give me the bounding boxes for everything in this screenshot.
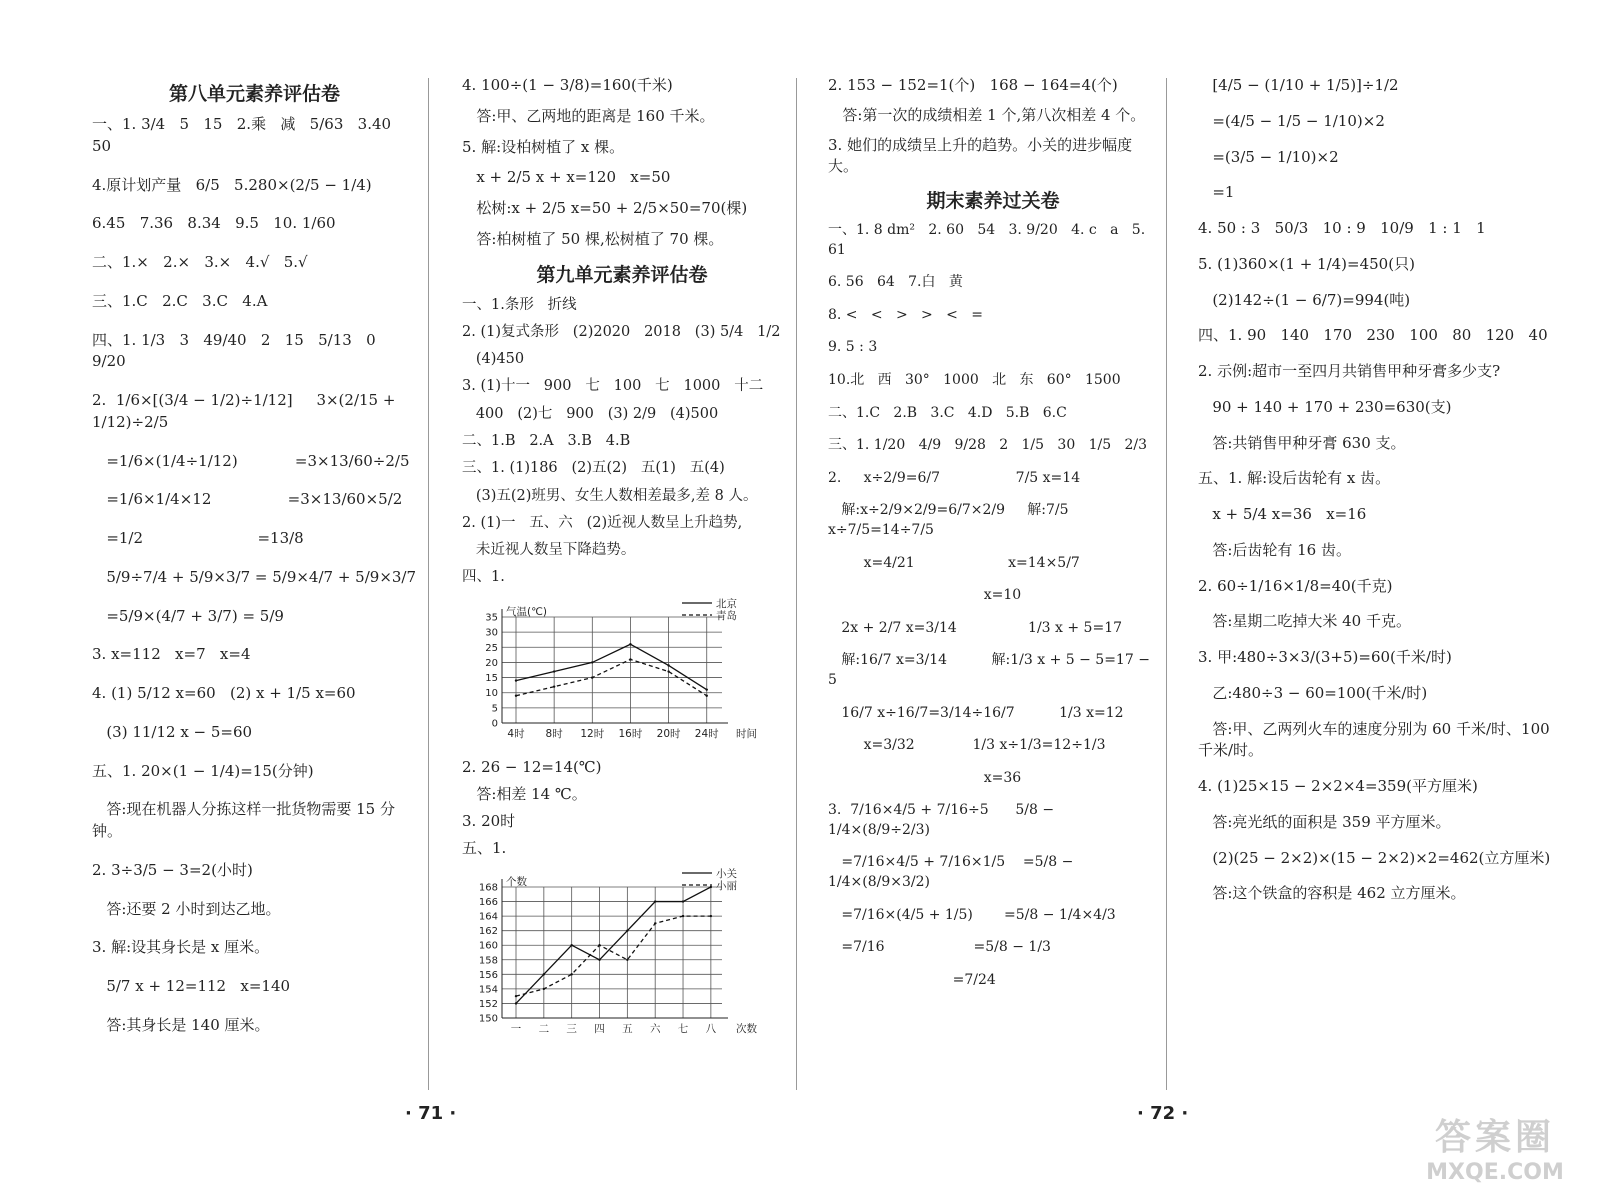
answer-line: 6. 56 64 7.白 黄 [828,274,963,291]
answer-line: 二、1.C 2.B 3.C 4.D 5.B 6.C [828,404,1067,421]
answer-line: 四、1. 90 140 170 230 100 80 120 40 [1198,326,1548,345]
x-tick-label: 六 [649,1022,661,1035]
answer-line: 4. (1) 5/12 x=60 (2) x + 1/5 x=60 [92,684,356,702]
answer-line: =5/9×(4/7 + 3/7) = 5/9 [92,606,284,625]
data-point [591,676,593,678]
y-tick-label: 20 [485,657,498,669]
data-point [515,995,517,997]
answer-line: 3. (1)十一 900 七 100 七 1000 十二 [462,378,764,395]
answer-line: =7/24 [828,971,996,988]
answer-line: =1/6×1/4×12 =3×13/60×5/2 [92,490,403,509]
legend-label: 小关 [716,867,737,880]
page-number-left: · 71 · [405,1103,457,1124]
unit-8-title: 第八单元素养评估卷 [168,83,340,105]
answer-line: 3. 她们的成绩呈上升的趋势。小关的进步幅度大。 [828,135,1133,176]
data-point [629,658,631,660]
data-point [710,886,712,888]
data-point [667,670,669,672]
answer-list [462,75,782,251]
x-tick-label: 八 [705,1022,717,1035]
data-point [654,900,656,902]
y-axis-label: 个数 [506,875,527,888]
data-point [654,922,656,924]
answer-line: 二、1.B 2.A 3.B 4.B [462,432,631,449]
y-tick-label: 10 [485,687,498,699]
y-tick-label: 162 [478,925,498,937]
y-tick-label: 168 [478,882,498,894]
answer-line: =1/2 =13/8 [92,529,304,547]
answer-line: 四、1. [462,569,505,586]
column-2 [462,75,782,1044]
y-tick-label: 156 [478,969,498,981]
answer-list [828,75,1158,178]
column-divider [428,78,429,1090]
answer-line: 解:16/7 x=3/14 解:1/3 x + 5 − 5=17 − 5 [828,652,1155,688]
final-exam-title: 期末素养过关卷 [926,190,1060,212]
y-tick-label: 25 [485,642,498,654]
answer-line: 答:第一次的成绩相差 1 个,第八次相差 4 个。 [828,105,1146,124]
answer-line: =7/16×(4/5 + 1/5) =5/8 − 1/4×4/3 [828,906,1116,923]
answer-line: 90 + 140 + 170 + 230=630(支) [1198,397,1452,416]
answer-line: 6.45 7.36 8.34 9.5 10. 1/60 [92,214,336,233]
answer-line: 二、1.× 2.× 3.× 4.√ 5.√ [92,253,308,271]
answer-line: 5/7 x + 12=112 x=140 [92,977,291,995]
score-line-chart [462,865,782,1040]
watermark-logo [1420,1118,1570,1194]
x-tick-label: 五 [622,1022,633,1035]
answer-line: 8. < < > > < = [828,306,983,323]
answer-line: 2. x÷2/9=6/7 7/5 x=14 [828,469,1081,486]
page-number-right: · 72 · [1137,1103,1189,1124]
answer-line: 三、1. (1)186 (2)五(2) 五(1) 五(4) [462,460,725,477]
answer-line: 2x + 2/7 x=3/14 1/3 x + 5=17 [828,619,1123,636]
answer-line: 三、1.C 2.C 3.C 4.A [92,291,268,310]
answer-line: x=36 [828,769,1022,786]
answer-line: 2. 示例:超市一至四月共销售甲种牙膏多少支? [1198,362,1501,380]
answer-line: 未近视人数呈下降趋势。 [462,542,636,559]
answer-line: =1 [1198,183,1235,202]
column-divider [796,78,797,1090]
answer-list [92,114,417,1037]
data-point [553,685,555,687]
column-3 [828,75,1158,1003]
answer-line: 3. 解:设其身长是 x 厘米。 [92,938,270,957]
answer-line: 16/7 x÷16/7=3/14÷16/7 1/3 x=12 [828,704,1124,721]
answer-list [462,295,782,588]
answer-line: 2. 26 − 12=14(℃) [462,757,602,776]
answer-line: 答:共销售甲种牙膏 630 支。 [1198,433,1406,452]
data-point [515,694,517,696]
data-point [706,694,708,696]
answer-line: 5/9÷7/4 + 5/9×3/7 = 5/9×4/7 + 5/9×3/7 [92,567,417,586]
data-point [626,929,628,931]
answer-line: 三、1. 1/20 4/9 9/28 2 1/5 30 1/5 2/3 [828,437,1147,454]
answer-line: 9. 5 : 3 [828,339,878,356]
answer-line: 3. x=112 x=7 x=4 [92,645,251,664]
x-tick-label: 12时 [580,727,605,740]
answer-line: 答:柏树植了 50 棵,松树植了 70 棵。 [462,229,724,248]
answer-line: 答:星期二吃掉大米 40 千克。 [1198,612,1411,631]
answer-line: x + 5/4 x=36 x=16 [1198,505,1367,523]
answer-line: =7/16×4/5 + 7/16×1/5 =5/8 − 1/4×(8/9×3/2) [828,854,1078,891]
answer-line: (4)450 [462,351,525,368]
answer-line: 3. 甲:480÷3×3/(3+5)=60(千米/时) [1198,648,1452,666]
data-point [543,987,545,989]
answer-line: 2. (1)复式条形 (2)2020 2018 (3) 5/4 1/2 [462,323,781,340]
answer-line: 四、1. 1/3 3 49/40 2 15 5/13 0 9/20 [92,330,390,371]
answer-line: 4. (1)25×15 − 2×2×4=359(平方厘米) [1198,777,1478,795]
answer-line: 2. 3÷3/5 − 3=2(小时) [92,860,253,879]
data-point [682,900,684,902]
watermark-url: MXQE.COM [1426,1160,1564,1185]
answer-line: 3. 7/16×4/5 + 7/16÷5 5/8 − 1/4×(8/9÷2/3) [828,802,1059,838]
y-tick-label: 15 [485,672,498,684]
answer-list [462,757,782,859]
answer-line: 4.原计划产量 6/5 5.280×(2/5 − 1/4) [92,175,372,194]
data-point [667,664,669,666]
answer-line: 答:现在机器人分拣这样一批货物需要 15 分钟。 [92,800,395,840]
y-tick-label: 154 [478,984,498,996]
answer-line: 2. 1/6×[(3/4 − 1/2)÷1/12] 3×(2/15 + 1/12)÷2/5 [92,391,401,431]
data-point [626,958,628,960]
answer-line: x=3/32 1/3 x÷1/3=12÷1/3 [828,737,1106,754]
legend-label: 北京 [716,597,737,610]
y-tick-label: 160 [478,940,498,952]
x-axis-label: 次数 [736,1022,757,1035]
answer-line: 答:其身长是 140 厘米。 [92,1015,270,1034]
data-point [629,643,631,645]
data-point [710,915,712,917]
answer-line: 答:后齿轮有 16 齿。 [1198,540,1351,559]
x-tick-label: 24时 [694,727,719,740]
y-tick-label: 0 [491,718,498,730]
data-point [515,679,517,681]
answer-line: 2. 60÷1/16×1/8=40(千克) [1198,576,1393,595]
column-1 [92,75,417,1054]
y-tick-label: 158 [478,955,498,967]
answer-line: 10.北 西 30° 1000 北 东 60° 1500 [828,371,1121,388]
answer-line: x=4/21 x=14×5/7 [828,554,1080,571]
answer-line: 乙:480÷3 − 60=100(千米/时) [1198,683,1428,702]
series-line [516,644,707,689]
column-divider [1166,78,1167,1090]
answer-line: 五、1. 20×(1 − 1/4)=15(分钟) [92,761,314,780]
data-point [682,915,684,917]
x-tick-label: 二 [538,1022,550,1035]
answer-line: 一、1.条形 折线 [462,296,577,313]
x-tick-label: 16时 [618,727,643,740]
answer-line: =(4/5 − 1/5 − 1/10)×2 [1198,111,1385,130]
temperature-line-chart [462,595,782,745]
y-tick-label: 164 [478,911,498,923]
answer-line: 5. 解:设柏树植了 x 棵。 [462,137,625,156]
answer-line: (3)五(2)班男、女生人数相差最多,差 8 人。 [462,487,758,504]
answer-line: 2. (1)一 五、六 (2)近视人数呈上升趋势, [462,514,743,531]
data-point [591,661,593,663]
answer-line: =1/6×(1/4÷1/12) =3×13/60÷2/5 [92,451,410,470]
answer-line: (2)142÷(1 − 6/7)=994(吨) [1198,290,1411,309]
series-line [516,916,711,996]
x-tick-label: 4时 [507,727,525,740]
data-point [553,670,555,672]
y-tick-label: 35 [485,612,498,624]
y-tick-label: 150 [478,1013,498,1025]
data-point [598,958,600,960]
data-point [570,944,572,946]
answer-line: 答:这个铁盒的容积是 462 立方厘米。 [1198,884,1466,903]
answer-line: 4. 100÷(1 − 3/8)=160(千米) [462,76,673,94]
answer-line: =(3/5 − 1/10)×2 [1198,147,1339,166]
answer-list [1198,75,1568,905]
data-point [706,688,708,690]
answer-line: 2. 153 − 152=1(个) 168 − 164=4(个) [828,76,1118,94]
answer-line: (3) 11/12 x − 5=60 [92,722,253,741]
answer-line: 五、1. 解:设后齿轮有 x 齿。 [1198,469,1391,488]
answer-line: =7/16 =5/8 − 1/3 [828,939,1051,956]
legend-label: 青岛 [716,609,737,622]
answer-line: 解:x÷2/9×2/9=6/7×2/9 解:7/5 x÷7/5=14÷7/5 [828,502,1073,538]
answer-line: 400 (2)七 900 (3) 2/9 (4)500 [462,405,719,422]
data-point [515,1002,517,1004]
answer-line: 5. (1)360×(1 + 1/4)=450(只) [1198,254,1415,273]
answer-line: 答:亮光纸的面积是 359 平方厘米。 [1198,812,1451,831]
watermark-text: 答案圈 [1434,1117,1555,1158]
x-tick-label: 一 [510,1022,522,1035]
answer-line: [4/5 − (1/10 + 1/5)]÷1/2 [1198,76,1399,94]
column-4 [1198,75,1568,919]
y-tick-label: 166 [478,896,498,908]
x-tick-label: 8时 [545,727,563,740]
answer-line: 答:甲、乙两列火车的速度分别为 60 千米/时、100 千米/时。 [1198,719,1555,760]
x-tick-label: 四 [594,1022,605,1035]
answer-line: 五、1. [462,838,507,857]
y-axis-label: 气温(℃) [506,605,547,618]
answer-line: 一、1. 8 dm² 2. 60 54 3. 9/20 4. c a 5. 61 [828,222,1150,258]
answer-line: (2)(25 − 2×2)×(15 − 2×2)×2=462(立方厘米) [1198,848,1551,867]
answer-line: x + 2/5 x + x=120 x=50 [462,168,671,187]
answer-line: 答:相差 14 ℃。 [462,784,587,803]
legend-label: 小丽 [716,879,737,892]
answer-line: 松树:x + 2/5 x=50 + 2/5×50=70(棵) [462,199,748,217]
answer-line: 答:还要 2 小时到达乙地。 [92,899,281,918]
y-tick-label: 30 [485,627,498,639]
x-tick-label: 七 [677,1022,689,1035]
answer-line: 4. 50 : 3 50/3 10 : 9 10/9 1 : 1 1 [1198,219,1486,237]
answer-line: 一、1. 3/4 5 15 2.乘 减 5/63 3.40 50 [92,115,406,155]
y-tick-label: 5 [491,703,498,715]
data-point [543,973,545,975]
data-point [598,944,600,946]
answer-line: 3. 20时 [462,811,516,830]
x-axis-label: 时间 [736,727,757,740]
answer-line: 答:甲、乙两地的距离是 160 千米。 [462,106,715,125]
answer-list [828,221,1158,990]
unit-9-title: 第九单元素养评估卷 [536,263,708,286]
answer-line: x=10 [828,587,1022,604]
data-point [570,973,572,975]
y-tick-label: 152 [478,998,498,1010]
x-tick-label: 三 [566,1022,577,1035]
x-tick-label: 20时 [656,727,681,740]
